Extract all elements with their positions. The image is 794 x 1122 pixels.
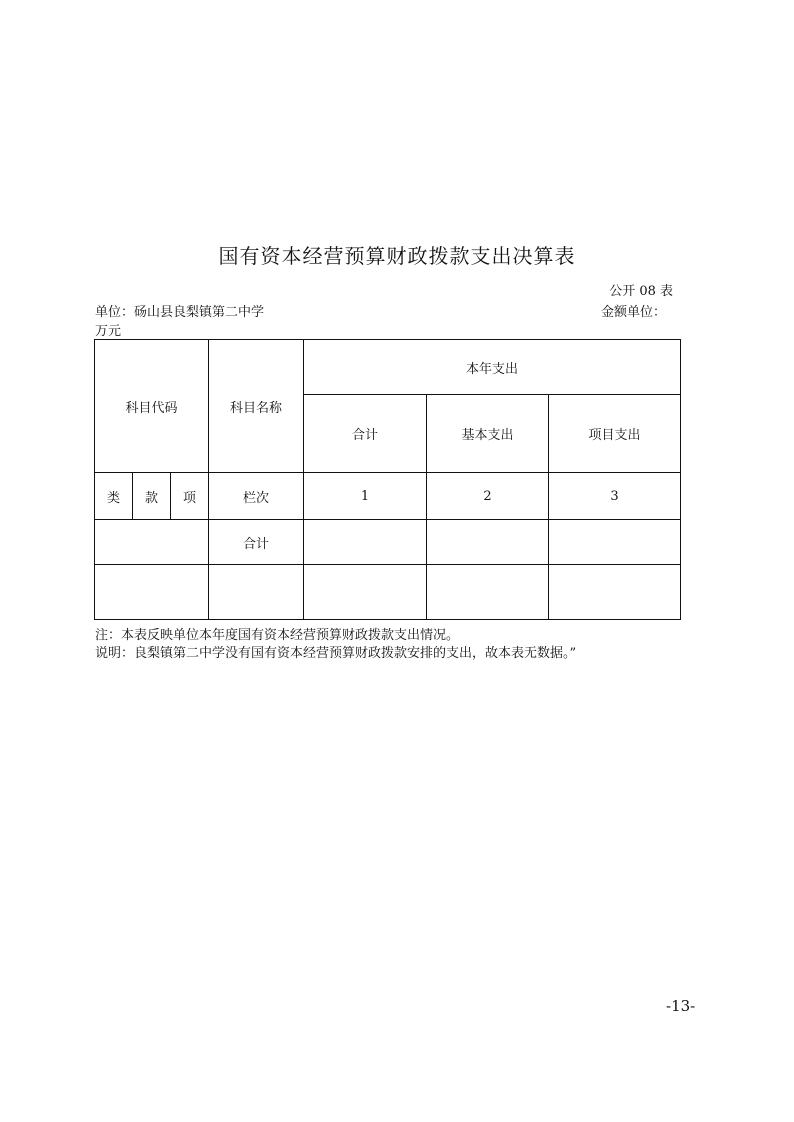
total-row-project-cell bbox=[549, 520, 681, 565]
explanation-text: 说明：良梨镇第二中学没有国有资本经营预算财政拨款安排的支出，故本表无数据。” bbox=[95, 646, 577, 661]
column-order-row bbox=[95, 473, 681, 520]
xiang-cell: 项 bbox=[171, 473, 209, 520]
total-row bbox=[95, 520, 681, 565]
amount-unit-value: 万元 bbox=[95, 324, 122, 339]
empty-row bbox=[95, 565, 681, 620]
empty-row-project-cell bbox=[549, 565, 681, 620]
col3-cell: 3 bbox=[549, 473, 681, 520]
unit-label: 单位：砀山县良梨镇第二中学 bbox=[95, 305, 265, 320]
empty-row-code-cell bbox=[95, 565, 209, 620]
current-year-expense-header: 本年支出 bbox=[304, 340, 681, 395]
subject-code-header: 科目代码 bbox=[95, 340, 209, 473]
amount-unit-label: 金额单位： bbox=[601, 305, 667, 320]
col2-cell: 2 bbox=[427, 473, 549, 520]
note-text: 注：本表反映单位本年度国有资本经营预算财政拨款支出情况。 bbox=[95, 628, 460, 643]
empty-row-basic-cell bbox=[427, 565, 549, 620]
empty-row-total-cell bbox=[304, 565, 427, 620]
page-number: -13- bbox=[666, 997, 696, 1015]
kuan-cell: 款 bbox=[133, 473, 171, 520]
lei-cell: 类 bbox=[95, 473, 133, 520]
empty-row-name-cell bbox=[209, 565, 304, 620]
total-row-label: 合计 bbox=[209, 520, 304, 565]
header-row-1 bbox=[95, 340, 681, 395]
subject-name-header: 科目名称 bbox=[209, 340, 304, 473]
expense-table bbox=[94, 339, 681, 620]
page-title: 国有资本经营预算财政拨款支出决算表 bbox=[218, 244, 576, 268]
form-number: 公开 08 表 bbox=[609, 284, 673, 299]
project-expense-header: 项目支出 bbox=[549, 395, 681, 473]
total-row-code-cell bbox=[95, 520, 209, 565]
basic-expense-header: 基本支出 bbox=[427, 395, 549, 473]
column-order-cell: 栏次 bbox=[209, 473, 304, 520]
total-row-total-cell bbox=[304, 520, 427, 565]
total-header: 合计 bbox=[304, 395, 427, 473]
col1-cell: 1 bbox=[304, 473, 427, 520]
total-row-basic-cell bbox=[427, 520, 549, 565]
